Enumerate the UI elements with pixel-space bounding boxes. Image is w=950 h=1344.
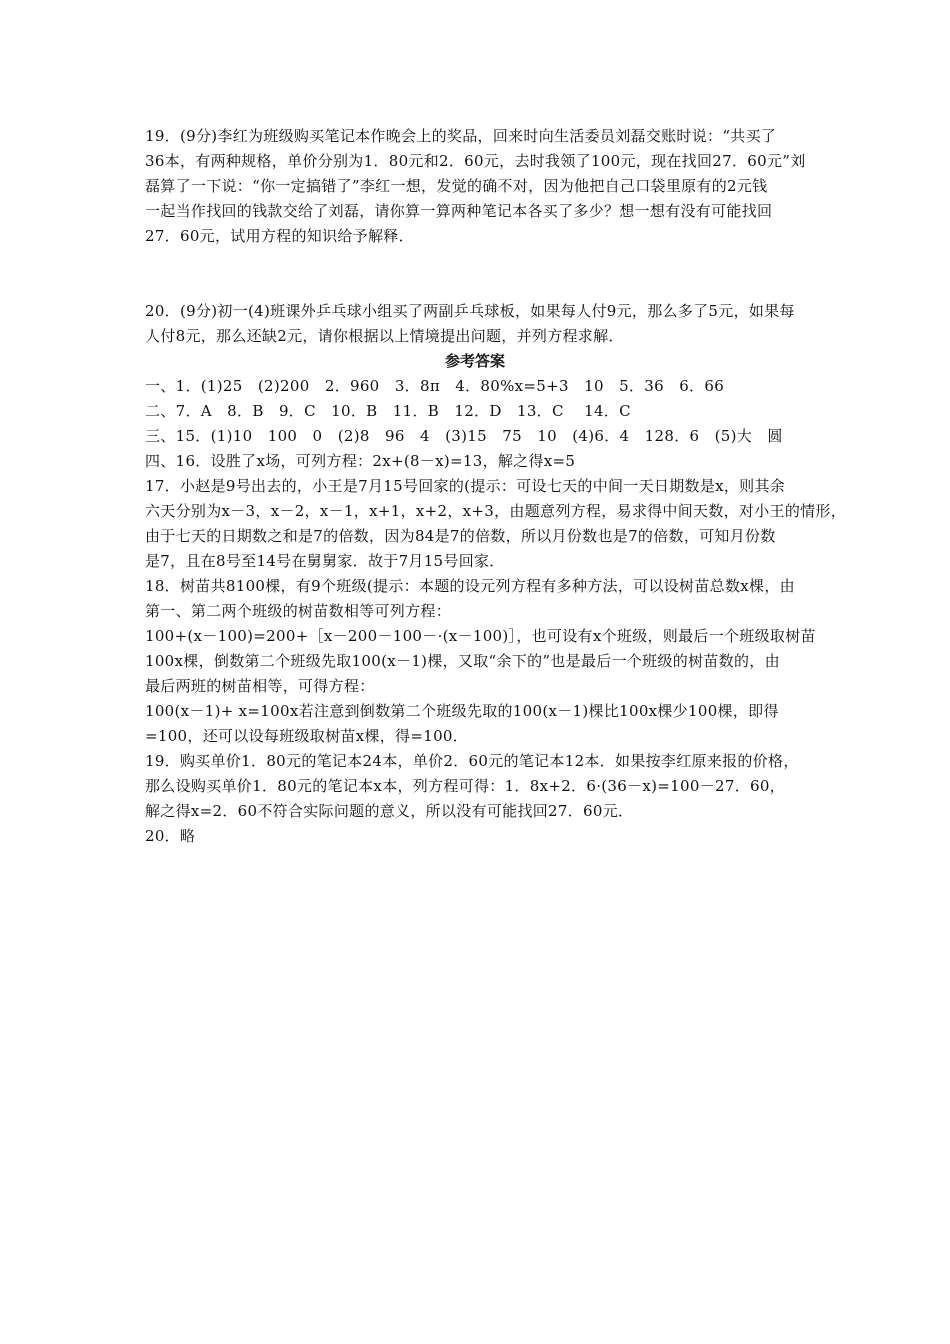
answer-line: 最后两班的树苗相等，可得方程： — [145, 677, 375, 695]
answers-title: 参考答案 — [444, 352, 505, 370]
question-19-line-5: 27．60元，试用方程的知识给予解释． — [145, 227, 414, 245]
answer-line: 第一、第二两个班级的树苗数相等可列方程： — [145, 602, 452, 620]
answer-line: 100x棵，倒数第二个班级先取100(x－1)棵，又取“余下的”也是最后一个班级的树苗数的，由 — [145, 652, 780, 670]
answer-line: 18．树苗共8100棵，有9个班级(提示：本题的设元列方程有多种方法，可以设树苗总数x棵，由 — [145, 577, 795, 595]
question-19-line-2: 36本，有两种规格，单价分别为1．80元和2．60元，去时我领了100元，现在找回27．60元”刘 — [145, 152, 806, 170]
answer-line: 解之得x=2．60不符合实际问题的意义，所以没有可能找回27．60元． — [145, 802, 634, 820]
answer-line: 二、7．A 8．B 9．C 10．B 11．B 12．D 13．C 14．C — [145, 402, 631, 420]
answer-line: 17．小赵是9号出去的，小王是7月15号回家的(提示：可设七天的中间一天日期数是x，则其余 — [145, 477, 786, 495]
answer-line: 四、16．设胜了x场，可列方程：2x+(8－x)=13，解之得x=5 — [145, 452, 576, 470]
answer-line: 六天分别为x－3，x－2，x－1，x+1，x+2，x+3，由题意列方程，易求得中间天数，对小王的情形， — [145, 502, 847, 520]
answer-line: 那么设购买单价1．80元的笔记本x本，列方程可得：1．8x+2．6·(36－x)=100－27．60， — [145, 777, 785, 795]
question-20-line-1: 20．(9分)初一(4)班课外乒乓球小组买了两副乒乓球板，如果每人付9元，那么多了5元，如果每 — [145, 302, 795, 320]
answer-line: 是7，且在8号至14号在舅舅家．故于7月15号回家． — [145, 552, 505, 570]
answer-line: 由于七天的日期数之和是7的倍数，因为84是7的倍数，所以月份数也是7的倍数，可知月份数 — [145, 527, 776, 545]
answer-line: 一、1．(1)25 (2)200 2．960 3．8π 4．80%x=5+3 10 5．36 6．66 — [145, 377, 725, 395]
question-19-line-3: 磊算了一下说：“你一定搞错了”李红一想，发觉的确不对，因为他把自己口袋里原有的2元钱 — [145, 177, 768, 195]
question-20-line-2: 人付8元，那么还缺2元，请你根据以上情境提出问题，并列方程求解． — [145, 327, 624, 345]
answer-line: 19．购买单价1．80元的笔记本24本，单价2．60元的笔记本12本．如果按李红原来报的价格， — [145, 752, 799, 770]
answer-line: 100(x－1)+ x=100x若注意到倒数第二个班级先取的100(x－1)棵比100x棵少100棵，即得 — [145, 702, 779, 720]
question-19-line-4: 一起当作找回的钱款交给了刘磊，请你算一算两种笔记本各买了多少？想一想有没有可能找回 — [145, 202, 773, 220]
answer-line: 20．略 — [145, 827, 196, 845]
answer-line: =100，还可以设每班级取树苗x棵，得=100． — [145, 727, 469, 745]
answer-line: 100+(x－100)=200+［x－200－100－·(x－100)］，也可设有x个班级，则最后一个班级取树苗 — [145, 627, 816, 645]
answer-line: 三、15．(1)10 100 0 (2)8 96 4 (3)15 75 10 (4)6．4 128．6 (5)大 圆 — [145, 427, 783, 445]
question-19-line-1: 19．(9分)李红为班级购买笔记本作晚会上的奖品，回来时向生活委员刘磊交账时说：“共买了 — [145, 127, 777, 145]
